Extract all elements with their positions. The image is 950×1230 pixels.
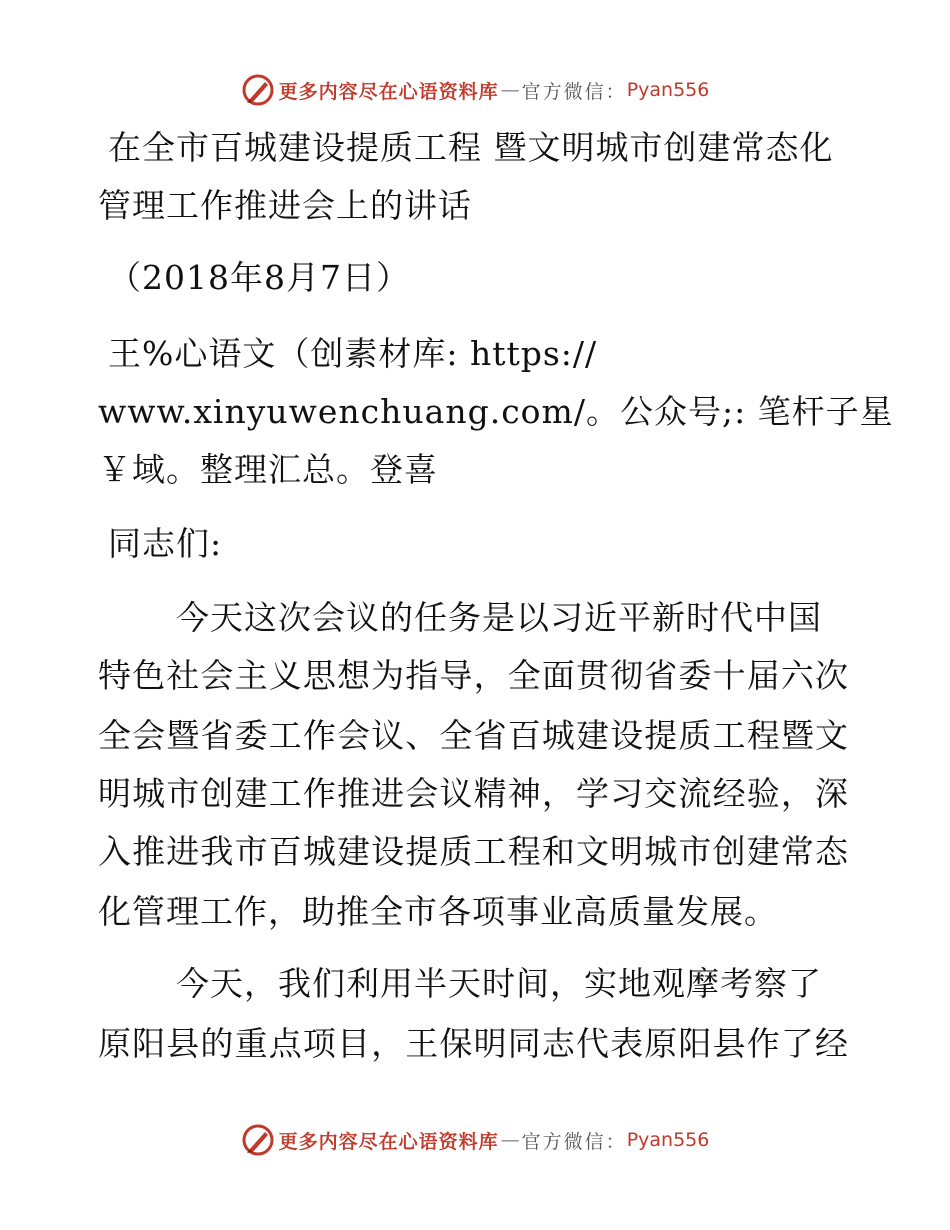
source-line-1: 王%心语文（创素材库: https:// <box>108 334 598 373</box>
banner-wechat-label: 官方微信： <box>521 1130 627 1153</box>
banner-dash: — <box>500 79 520 101</box>
header-banner <box>0 70 950 110</box>
banner-ad-text: 更多内容尽在心语资料库 <box>278 1130 499 1153</box>
salutation: 同志们: <box>108 524 223 563</box>
para1-line-1: 今天这次会议的任务是以习近平新时代中国 <box>176 598 822 637</box>
para1-line-3: 全会暨省委工作会议、全省百城建设提质工程暨文 <box>98 716 848 755</box>
pen-logo-icon <box>241 73 275 107</box>
para1-line-6: 化管理工作，助推全市各项事业高质量发展。 <box>98 892 778 931</box>
pen-logo-icon <box>241 1123 275 1157</box>
para2-line-2: 原阳县的重点项目，王保明同志代表原阳县作了经 <box>98 1024 848 1063</box>
source-line-2: www.xinyuwenchuang.com/。公众号;: 笔杆子星 <box>98 392 894 431</box>
para1-line-2: 特色社会主义思想为指导，全面贯彻省委十届六次 <box>98 656 848 695</box>
title-line-2: 管理工作推进会上的讲话 <box>98 186 472 225</box>
footer-banner <box>0 1120 950 1160</box>
para1-line-4: 明城市创建工作推进会议精神，学习交流经验，深 <box>98 774 848 813</box>
banner-wechat-label: 官方微信： <box>521 80 627 103</box>
banner-wechat-id: Pyan556 <box>626 1129 710 1151</box>
speech-date: （2018年8月7日） <box>108 258 410 297</box>
para2-line-1: 今天，我们利用半天时间，实地观摩考察了 <box>176 964 822 1003</box>
source-line-3: ￥域。整理汇总。登喜 <box>98 450 438 489</box>
banner-wechat-id: Pyan556 <box>626 79 710 101</box>
para1-line-5: 入推进我市百城建设提质工程和文明城市创建常态 <box>98 832 848 871</box>
banner-ad-text: 更多内容尽在心语资料库 <box>278 80 499 103</box>
banner-dash: — <box>500 1129 520 1151</box>
title-line-1: 在全市百城建设提质工程 暨文明城市创建常态化 <box>108 128 834 167</box>
